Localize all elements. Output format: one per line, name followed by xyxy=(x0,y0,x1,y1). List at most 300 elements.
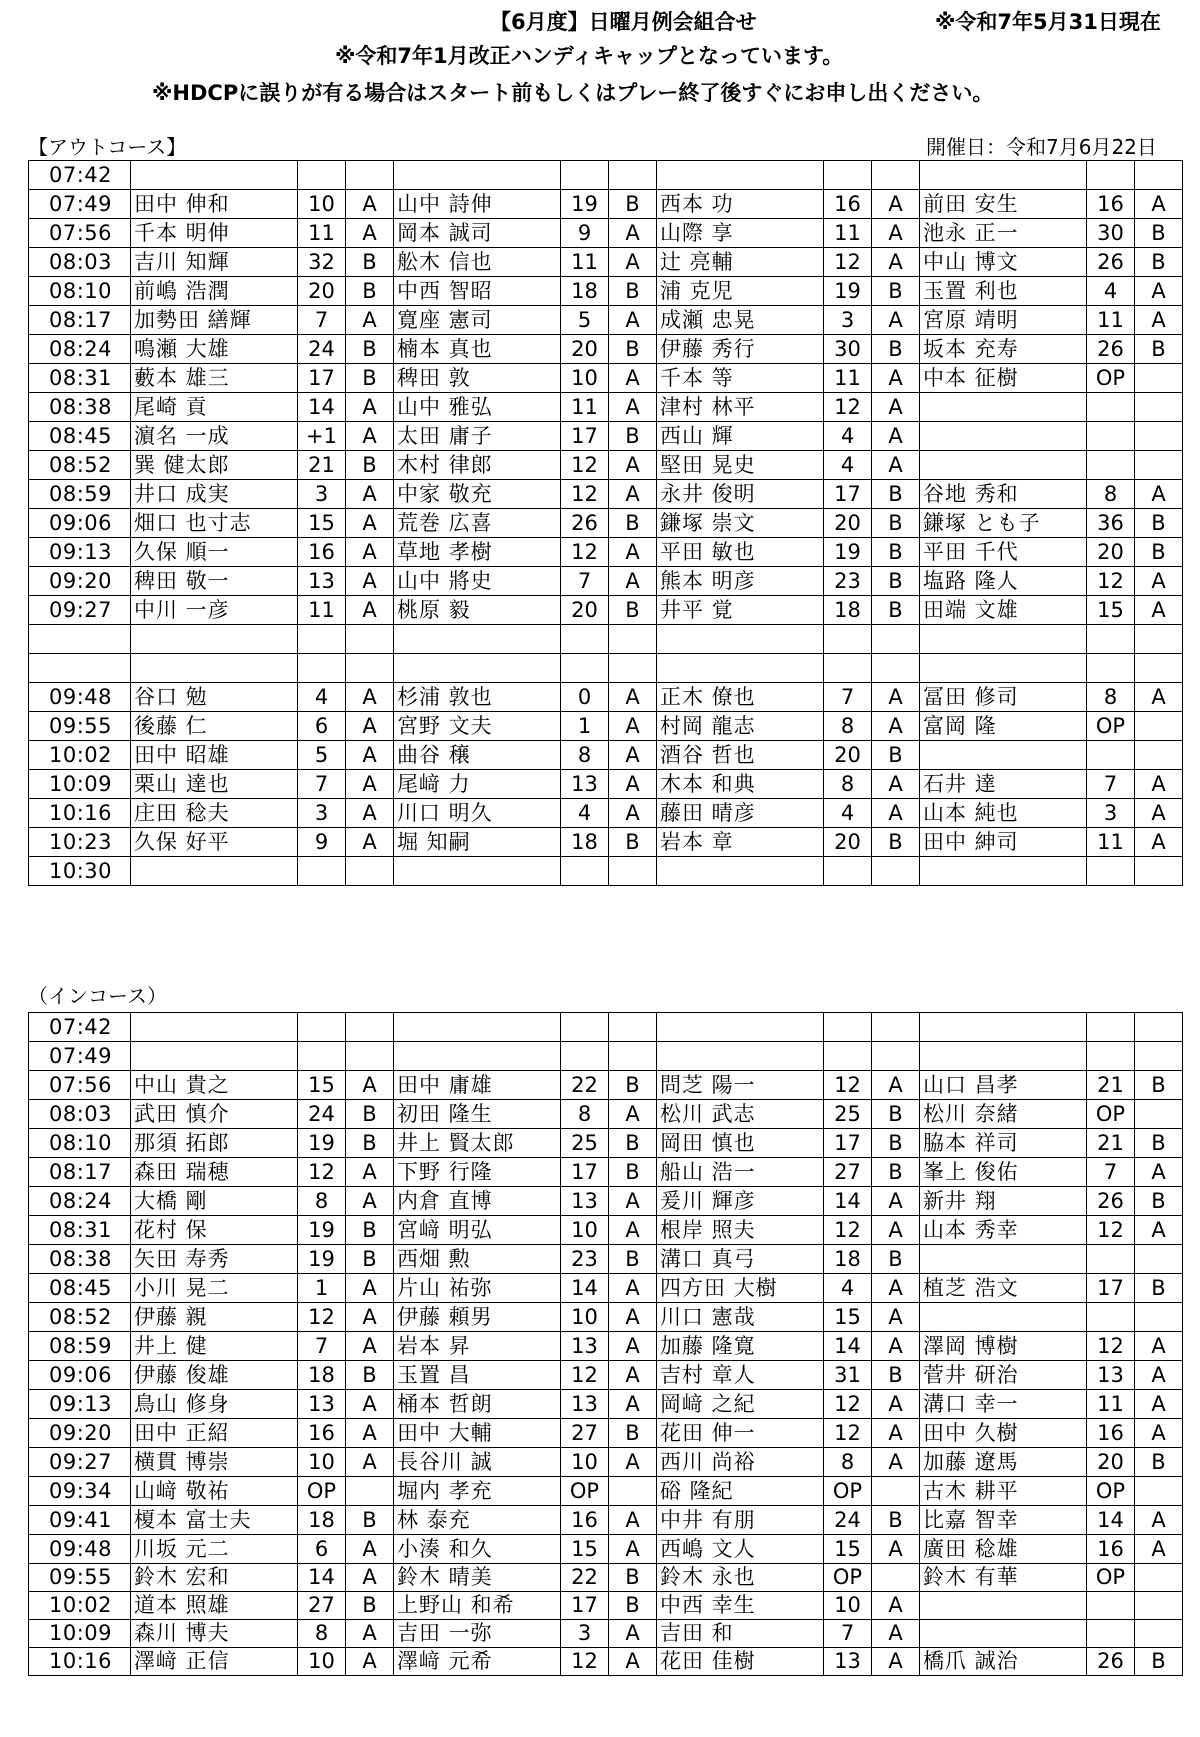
player-name: 田中 久樹 xyxy=(920,1419,1087,1448)
handicap: 8 xyxy=(824,1448,872,1477)
player-name: 稗田 敦 xyxy=(394,364,561,393)
tee-time: 08:38 xyxy=(29,1245,131,1274)
grade: B xyxy=(609,1592,657,1620)
grade: A xyxy=(872,190,920,219)
handicap: 12 xyxy=(824,248,872,277)
player-name: 後藤 仁 xyxy=(131,712,298,741)
handicap xyxy=(561,625,609,654)
grade: B xyxy=(609,509,657,538)
grade: B xyxy=(872,1158,920,1187)
grade: B xyxy=(1135,538,1183,567)
handicap: 8 xyxy=(824,770,872,799)
player-name: 寛座 憲司 xyxy=(394,306,561,335)
grade: A xyxy=(872,683,920,712)
grade: B xyxy=(346,1216,394,1245)
player-name: 山中 詩伸 xyxy=(394,190,561,219)
tee-time: 07:42 xyxy=(29,1013,131,1042)
player-name: 鈴木 永也 xyxy=(657,1564,824,1592)
grade xyxy=(1135,625,1183,654)
grade: A xyxy=(609,567,657,596)
grade: A xyxy=(609,451,657,480)
player-name xyxy=(920,161,1087,190)
player-name: 中井 有朋 xyxy=(657,1506,824,1535)
handicap: 3 xyxy=(298,480,346,509)
tee-time: 08:52 xyxy=(29,1303,131,1332)
handicap xyxy=(1087,451,1135,480)
handicap: 15 xyxy=(824,1535,872,1564)
handicap: 30 xyxy=(1087,219,1135,248)
handicap: 16 xyxy=(1087,190,1135,219)
grade: B xyxy=(609,1071,657,1100)
grade: A xyxy=(346,1187,394,1216)
player-name: 菅井 研治 xyxy=(920,1361,1087,1390)
tee-time: 08:03 xyxy=(29,1100,131,1129)
tee-time-row xyxy=(29,1448,1183,1477)
player-name: 西畑 勲 xyxy=(394,1245,561,1274)
grade: A xyxy=(1135,799,1183,828)
handicap: 4 xyxy=(561,799,609,828)
player-name: 畑口 也寸志 xyxy=(131,509,298,538)
handicap: 7 xyxy=(1087,1158,1135,1187)
grade: A xyxy=(609,1620,657,1648)
player-name: 桃原 毅 xyxy=(394,596,561,625)
handicap: 9 xyxy=(561,219,609,248)
tee-time-row xyxy=(29,1390,1183,1419)
player-name: 西川 尚裕 xyxy=(657,1448,824,1477)
tee-time-row xyxy=(29,1216,1183,1245)
player-name: 澤﨑 元希 xyxy=(394,1648,561,1676)
grade: A xyxy=(609,1100,657,1129)
grade: A xyxy=(346,770,394,799)
handicap xyxy=(824,1042,872,1071)
grade: A xyxy=(609,683,657,712)
grade: A xyxy=(872,1390,920,1419)
player-name: 中山 貴之 xyxy=(131,1071,298,1100)
player-name: 山本 純也 xyxy=(920,799,1087,828)
grade xyxy=(346,857,394,886)
grade: B xyxy=(609,1564,657,1592)
handicap xyxy=(1087,1042,1135,1071)
handicap: 16 xyxy=(824,190,872,219)
player-name: 吉川 知輝 xyxy=(131,248,298,277)
grade: A xyxy=(872,799,920,828)
grade: A xyxy=(872,1187,920,1216)
grade: B xyxy=(872,538,920,567)
player-name xyxy=(920,393,1087,422)
player-name: 内倉 直博 xyxy=(394,1187,561,1216)
tee-time-row xyxy=(29,1361,1183,1390)
handicap: 7 xyxy=(298,306,346,335)
handicap: 32 xyxy=(298,248,346,277)
handicap: 8 xyxy=(561,1100,609,1129)
handicap: 12 xyxy=(824,1390,872,1419)
handicap xyxy=(298,1013,346,1042)
grade: A xyxy=(346,190,394,219)
tee-time: 08:31 xyxy=(29,1216,131,1245)
grade: A xyxy=(1135,1361,1183,1390)
grade: B xyxy=(1135,219,1183,248)
tee-time: 08:59 xyxy=(29,1332,131,1361)
handicap: 12 xyxy=(561,1648,609,1676)
handicap: 26 xyxy=(1087,248,1135,277)
grade: B xyxy=(346,1592,394,1620)
player-name: 吉田 和 xyxy=(657,1620,824,1648)
handicap: 18 xyxy=(298,1506,346,1535)
player-name: 田中 庸雄 xyxy=(394,1071,561,1100)
handicap: 19 xyxy=(298,1129,346,1158)
handicap: 15 xyxy=(298,1071,346,1100)
player-name: 花田 佳樹 xyxy=(657,1648,824,1676)
player-name: 宮野 文夫 xyxy=(394,712,561,741)
handicap: 17 xyxy=(824,480,872,509)
handicap xyxy=(561,654,609,683)
player-name: 松川 奈緒 xyxy=(920,1100,1087,1129)
handicap: 15 xyxy=(298,509,346,538)
tee-time: 08:38 xyxy=(29,393,131,422)
handicap: 9 xyxy=(298,828,346,857)
out-course-label: 【アウトコース】 xyxy=(28,135,187,159)
handicap: 16 xyxy=(1087,1419,1135,1448)
tee-time: 10:02 xyxy=(29,741,131,770)
handicap: 7 xyxy=(1087,770,1135,799)
grade xyxy=(872,654,920,683)
player-name: 廣田 稔雄 xyxy=(920,1535,1087,1564)
handicap-notice: ※令和7年1月改正ハンディキャップとなっています。 xyxy=(335,44,844,68)
handicap: 11 xyxy=(298,219,346,248)
handicap: 8 xyxy=(1087,683,1135,712)
grade: B xyxy=(872,509,920,538)
player-name: 加藤 隆寛 xyxy=(657,1332,824,1361)
grade: A xyxy=(346,422,394,451)
handicap: 12 xyxy=(561,451,609,480)
player-name: 岡﨑 之紀 xyxy=(657,1390,824,1419)
grade: A xyxy=(609,1448,657,1477)
handicap: 13 xyxy=(298,1390,346,1419)
player-name: 桶本 哲朗 xyxy=(394,1390,561,1419)
tee-time: 09:55 xyxy=(29,1564,131,1592)
handicap: 36 xyxy=(1087,509,1135,538)
grade: A xyxy=(872,393,920,422)
tee-time xyxy=(29,625,131,654)
handicap xyxy=(298,625,346,654)
handicap: 20 xyxy=(561,335,609,364)
tee-time-row xyxy=(29,1564,1183,1592)
player-name: 草地 孝樹 xyxy=(394,538,561,567)
grade: A xyxy=(346,1303,394,1332)
handicap: 7 xyxy=(824,1620,872,1648)
handicap: 4 xyxy=(824,799,872,828)
as-of-date: ※令和7年5月31日現在 xyxy=(935,10,1161,34)
grade: A xyxy=(1135,1158,1183,1187)
handicap: 18 xyxy=(824,1245,872,1274)
player-name: 平田 千代 xyxy=(920,538,1087,567)
tee-time-row xyxy=(29,509,1183,538)
player-name xyxy=(920,422,1087,451)
tee-time-row xyxy=(29,364,1183,393)
player-name: 井上 賢太郎 xyxy=(394,1129,561,1158)
player-name: 小川 晃二 xyxy=(131,1274,298,1303)
grade: A xyxy=(872,712,920,741)
grade: B xyxy=(1135,1187,1183,1216)
grade: B xyxy=(872,1506,920,1535)
player-name: 硲 隆紀 xyxy=(657,1477,824,1506)
handicap xyxy=(1087,393,1135,422)
player-name: 杉浦 敦也 xyxy=(394,683,561,712)
tee-time: 09:13 xyxy=(29,538,131,567)
grade: A xyxy=(872,770,920,799)
handicap: 24 xyxy=(824,1506,872,1535)
handicap: 20 xyxy=(824,741,872,770)
player-name: 正木 僚也 xyxy=(657,683,824,712)
player-name: 鈴木 宏和 xyxy=(131,1564,298,1592)
handicap: 12 xyxy=(1087,567,1135,596)
grade: A xyxy=(609,364,657,393)
handicap: 19 xyxy=(298,1245,346,1274)
grade: A xyxy=(346,1448,394,1477)
handicap: 1 xyxy=(298,1274,346,1303)
player-name: 前田 安生 xyxy=(920,190,1087,219)
grade: B xyxy=(872,335,920,364)
player-name: 古木 耕平 xyxy=(920,1477,1087,1506)
handicap xyxy=(561,857,609,886)
handicap: 23 xyxy=(824,567,872,596)
player-name xyxy=(920,654,1087,683)
handicap: 30 xyxy=(824,335,872,364)
player-name: 太田 庸子 xyxy=(394,422,561,451)
player-name xyxy=(920,451,1087,480)
handicap: 18 xyxy=(824,596,872,625)
grade: B xyxy=(872,480,920,509)
tee-time: 09:13 xyxy=(29,1390,131,1419)
handicap xyxy=(824,1013,872,1042)
grade: B xyxy=(346,277,394,306)
player-name: 片山 祐弥 xyxy=(394,1274,561,1303)
grade: A xyxy=(346,393,394,422)
player-name xyxy=(394,1013,561,1042)
player-name: 藪本 雄三 xyxy=(131,364,298,393)
player-name xyxy=(920,1042,1087,1071)
grade xyxy=(346,1042,394,1071)
grade: A xyxy=(872,1332,920,1361)
handicap: 12 xyxy=(561,1361,609,1390)
handicap: OP xyxy=(1087,712,1135,741)
grade: B xyxy=(1135,509,1183,538)
tee-time-row xyxy=(29,1013,1183,1042)
handicap: 8 xyxy=(824,712,872,741)
tee-time: 08:45 xyxy=(29,1274,131,1303)
handicap: 4 xyxy=(824,422,872,451)
grade xyxy=(1135,161,1183,190)
tee-time: 10:02 xyxy=(29,1592,131,1620)
handicap xyxy=(824,654,872,683)
tee-time-row xyxy=(29,1477,1183,1506)
player-name: 田中 伸和 xyxy=(131,190,298,219)
handicap: 12 xyxy=(824,1071,872,1100)
grade: A xyxy=(872,1592,920,1620)
player-name: 吉村 章人 xyxy=(657,1361,824,1390)
grade xyxy=(1135,422,1183,451)
tee-time-row xyxy=(29,1620,1183,1648)
tee-time: 08:17 xyxy=(29,306,131,335)
handicap: 10 xyxy=(298,190,346,219)
tee-time-row xyxy=(29,1648,1183,1676)
handicap: 22 xyxy=(561,1071,609,1100)
tee-time: 07:49 xyxy=(29,1042,131,1071)
player-name: 田中 大輔 xyxy=(394,1419,561,1448)
grade: A xyxy=(346,1564,394,1592)
grade: A xyxy=(346,1332,394,1361)
handicap xyxy=(1087,857,1135,886)
handicap xyxy=(1087,161,1135,190)
grade: B xyxy=(1135,1129,1183,1158)
grade: A xyxy=(872,219,920,248)
player-name: 山﨑 敬祐 xyxy=(131,1477,298,1506)
handicap xyxy=(561,1042,609,1071)
handicap xyxy=(1087,1620,1135,1648)
player-name: 伊藤 秀行 xyxy=(657,335,824,364)
player-name: 鈴木 晴美 xyxy=(394,1564,561,1592)
player-name: 堅田 晃史 xyxy=(657,451,824,480)
tee-time: 08:45 xyxy=(29,422,131,451)
player-name: 井平 覚 xyxy=(657,596,824,625)
grade xyxy=(1135,1042,1183,1071)
handicap: 16 xyxy=(1087,1535,1135,1564)
tee-time-row xyxy=(29,770,1183,799)
grade: A xyxy=(346,741,394,770)
player-name: 岩本 昇 xyxy=(394,1332,561,1361)
handicap: 10 xyxy=(298,1648,346,1676)
player-name: 山中 將史 xyxy=(394,567,561,596)
player-name: 成瀬 忠晃 xyxy=(657,306,824,335)
grade: A xyxy=(346,1071,394,1100)
player-name: 井上 健 xyxy=(131,1332,298,1361)
handicap: 14 xyxy=(298,393,346,422)
handicap: 12 xyxy=(561,538,609,567)
player-name xyxy=(920,857,1087,886)
grade: B xyxy=(609,422,657,451)
player-name: 中西 智昭 xyxy=(394,277,561,306)
grade: A xyxy=(346,712,394,741)
grade: A xyxy=(346,1620,394,1648)
handicap xyxy=(561,1013,609,1042)
player-name: 藤田 晴彦 xyxy=(657,799,824,828)
grade: A xyxy=(609,1506,657,1535)
handicap: 26 xyxy=(561,509,609,538)
grade: B xyxy=(609,1419,657,1448)
player-name: 田中 正紹 xyxy=(131,1419,298,1448)
handicap: 15 xyxy=(561,1535,609,1564)
player-name xyxy=(131,654,298,683)
player-name: 稗田 敬一 xyxy=(131,567,298,596)
player-name: 新井 翔 xyxy=(920,1187,1087,1216)
grade: B xyxy=(609,1158,657,1187)
grade: B xyxy=(346,1100,394,1129)
grade: B xyxy=(609,596,657,625)
handicap xyxy=(1087,741,1135,770)
handicap: 14 xyxy=(824,1187,872,1216)
handicap: 12 xyxy=(1087,1332,1135,1361)
handicap: 4 xyxy=(824,451,872,480)
player-name: 曲谷 穣 xyxy=(394,741,561,770)
grade: A xyxy=(872,248,920,277)
handicap: 4 xyxy=(824,1274,872,1303)
player-name xyxy=(394,161,561,190)
tee-time-row xyxy=(29,1332,1183,1361)
player-name: 山際 享 xyxy=(657,219,824,248)
player-name: 小湊 和久 xyxy=(394,1535,561,1564)
grade xyxy=(609,857,657,886)
player-name: 爰川 輝彦 xyxy=(657,1187,824,1216)
player-name xyxy=(394,1042,561,1071)
player-name: 楠本 真也 xyxy=(394,335,561,364)
handicap: 3 xyxy=(1087,799,1135,828)
player-name: 熊本 明彦 xyxy=(657,567,824,596)
player-name: 岡本 誠司 xyxy=(394,219,561,248)
handicap: 6 xyxy=(298,712,346,741)
grade: A xyxy=(609,538,657,567)
grade: A xyxy=(872,1419,920,1448)
player-name: 伊藤 頼男 xyxy=(394,1303,561,1332)
grade xyxy=(609,1013,657,1042)
handicap: 11 xyxy=(824,364,872,393)
grade xyxy=(346,654,394,683)
handicap: 26 xyxy=(1087,1648,1135,1676)
player-name xyxy=(657,161,824,190)
grade: A xyxy=(1135,1216,1183,1245)
player-name: 木本 和典 xyxy=(657,770,824,799)
handicap: 13 xyxy=(824,1648,872,1676)
handicap: 25 xyxy=(561,1129,609,1158)
event-date: 開催日：令和7月6月22日 xyxy=(926,135,1157,159)
handicap: 17 xyxy=(298,364,346,393)
tee-time-row xyxy=(29,683,1183,712)
handicap: +1 xyxy=(298,422,346,451)
handicap: 11 xyxy=(298,596,346,625)
player-name: 比嘉 智幸 xyxy=(920,1506,1087,1535)
tee-time-row xyxy=(29,799,1183,828)
tee-time-row xyxy=(29,712,1183,741)
grade: A xyxy=(1135,277,1183,306)
grade: A xyxy=(1135,828,1183,857)
handicap: 19 xyxy=(298,1216,346,1245)
handicap xyxy=(1087,654,1135,683)
handicap xyxy=(1087,625,1135,654)
handicap: 12 xyxy=(298,1158,346,1187)
grade xyxy=(1135,364,1183,393)
handicap: 14 xyxy=(561,1274,609,1303)
grade: B xyxy=(872,1361,920,1390)
player-name: 宮原 靖明 xyxy=(920,306,1087,335)
handicap: 6 xyxy=(298,1535,346,1564)
player-name: 松川 武志 xyxy=(657,1100,824,1129)
player-name: 鈴木 有華 xyxy=(920,1564,1087,1592)
grade: B xyxy=(872,277,920,306)
player-name: 伊藤 俊雄 xyxy=(131,1361,298,1390)
handicap: 18 xyxy=(298,1361,346,1390)
grade xyxy=(872,1013,920,1042)
player-name: 道本 照雄 xyxy=(131,1592,298,1620)
player-name: 中西 幸生 xyxy=(657,1592,824,1620)
player-name: 中川 一彦 xyxy=(131,596,298,625)
handicap: 4 xyxy=(298,683,346,712)
handicap: 7 xyxy=(824,683,872,712)
grade xyxy=(609,1042,657,1071)
grade: A xyxy=(872,1303,920,1332)
player-name xyxy=(131,857,298,886)
grade: A xyxy=(609,1535,657,1564)
player-name: 溝口 幸一 xyxy=(920,1390,1087,1419)
grade: A xyxy=(346,306,394,335)
